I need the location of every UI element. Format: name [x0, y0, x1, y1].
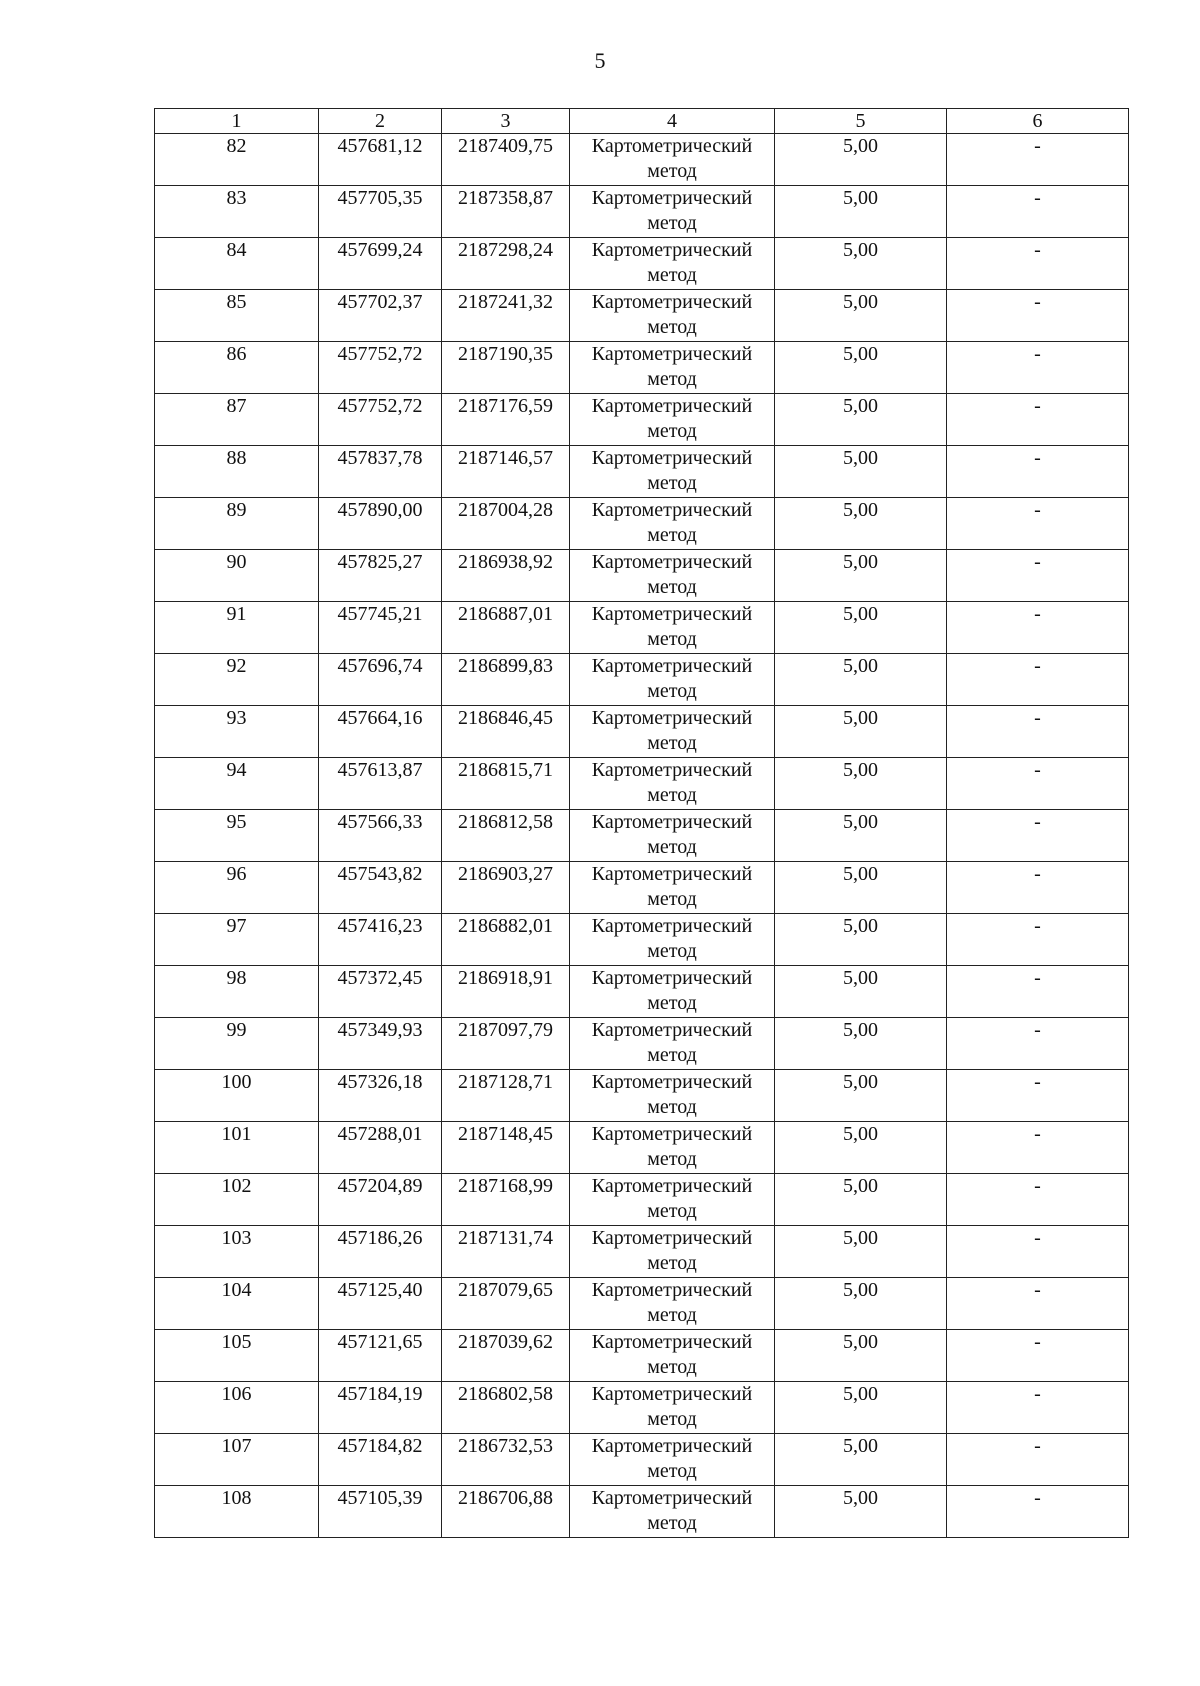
x-coordinate-cell: 457184,82: [319, 1434, 442, 1486]
method-text-line-2: метод: [647, 1200, 697, 1222]
method-text-line-2: метод: [647, 628, 697, 650]
y-coordinate-cell: 2187176,59: [442, 394, 570, 446]
x-coordinate-cell: 457204,89: [319, 1174, 442, 1226]
accuracy-cell: 5,00: [775, 446, 947, 498]
note-cell: -: [947, 446, 1129, 498]
table-row: [155, 654, 1129, 706]
accuracy-cell: 5,00: [775, 1018, 947, 1070]
method-cell: [570, 290, 775, 342]
y-coordinate-cell: 2187146,57: [442, 446, 570, 498]
accuracy-cell: 5,00: [775, 342, 947, 394]
method-cell: [570, 238, 775, 290]
note-cell: -: [947, 1486, 1129, 1538]
method-cell: [570, 706, 775, 758]
note-cell: -: [947, 1382, 1129, 1434]
method-cell: [570, 186, 775, 238]
method-text-line-2: метод: [647, 992, 697, 1014]
y-coordinate-cell: 2186802,58: [442, 1382, 570, 1434]
x-coordinate-cell: 457696,74: [319, 654, 442, 706]
y-coordinate-cell: 2186706,88: [442, 1486, 570, 1538]
point-number-cell: 99: [155, 1018, 319, 1070]
table-row: [155, 966, 1129, 1018]
method-text-line-1: Картометрический: [591, 343, 753, 365]
y-coordinate-cell: 2186732,53: [442, 1434, 570, 1486]
note-cell: -: [947, 1122, 1129, 1174]
method-text-line-1: Картометрический: [591, 1123, 753, 1145]
method-text-line-2: метод: [647, 1512, 697, 1534]
y-coordinate-cell: 2186846,45: [442, 706, 570, 758]
accuracy-cell: 5,00: [775, 394, 947, 446]
method-cell: [570, 1122, 775, 1174]
method-cell: [570, 1018, 775, 1070]
note-cell: -: [947, 654, 1129, 706]
table-row: [155, 446, 1129, 498]
y-coordinate-cell: 2187039,62: [442, 1330, 570, 1382]
method-text-line-1: Картометрический: [591, 447, 753, 469]
point-number-cell: 98: [155, 966, 319, 1018]
note-cell: -: [947, 186, 1129, 238]
accuracy-cell: 5,00: [775, 810, 947, 862]
table-row: [155, 810, 1129, 862]
x-coordinate-cell: 457349,93: [319, 1018, 442, 1070]
note-cell: -: [947, 1434, 1129, 1486]
method-text-line-1: Картометрический: [591, 1071, 753, 1093]
x-coordinate-cell: 457105,39: [319, 1486, 442, 1538]
point-number-cell: 95: [155, 810, 319, 862]
method-text-line-2: метод: [647, 1252, 697, 1274]
method-text-line-2: метод: [647, 1460, 697, 1482]
y-coordinate-cell: 2187358,87: [442, 186, 570, 238]
note-cell: -: [947, 550, 1129, 602]
table-row: [155, 550, 1129, 602]
method-text-line-1: Картометрический: [591, 707, 753, 729]
method-text-line-1: Картометрический: [591, 1383, 753, 1405]
x-coordinate-cell: 457326,18: [319, 1070, 442, 1122]
point-number-cell: 85: [155, 290, 319, 342]
accuracy-cell: 5,00: [775, 966, 947, 1018]
x-coordinate-cell: 457705,35: [319, 186, 442, 238]
header-row: [155, 109, 1129, 134]
method-cell: [570, 498, 775, 550]
table-row: [155, 706, 1129, 758]
method-text-line-2: метод: [647, 836, 697, 858]
accuracy-cell: 5,00: [775, 1434, 947, 1486]
accuracy-cell: 5,00: [775, 1174, 947, 1226]
table-row: [155, 862, 1129, 914]
method-text-line-1: Картометрический: [591, 1019, 753, 1041]
table-row: [155, 1226, 1129, 1278]
point-number-cell: 105: [155, 1330, 319, 1382]
y-coordinate-cell: 2187131,74: [442, 1226, 570, 1278]
note-cell: -: [947, 706, 1129, 758]
note-cell: -: [947, 602, 1129, 654]
x-coordinate-cell: 457288,01: [319, 1122, 442, 1174]
x-coordinate-cell: 457613,87: [319, 758, 442, 810]
table-row: [155, 1382, 1129, 1434]
table-row: [155, 394, 1129, 446]
x-coordinate-cell: 457699,24: [319, 238, 442, 290]
point-number-cell: 96: [155, 862, 319, 914]
page-number: 5: [594, 48, 606, 73]
point-number-cell: 86: [155, 342, 319, 394]
y-coordinate-cell: 2187004,28: [442, 498, 570, 550]
note-cell: -: [947, 810, 1129, 862]
method-cell: [570, 966, 775, 1018]
y-coordinate-cell: 2187148,45: [442, 1122, 570, 1174]
y-coordinate-cell: 2187097,79: [442, 1018, 570, 1070]
point-number-cell: 93: [155, 706, 319, 758]
accuracy-cell: 5,00: [775, 238, 947, 290]
method-cell: [570, 654, 775, 706]
note-cell: -: [947, 290, 1129, 342]
method-text-line-2: метод: [647, 1304, 697, 1326]
method-cell: [570, 134, 775, 186]
method-cell: [570, 914, 775, 966]
y-coordinate-cell: 2186918,91: [442, 966, 570, 1018]
point-number-cell: 91: [155, 602, 319, 654]
accuracy-cell: 5,00: [775, 1382, 947, 1434]
table-row: [155, 1174, 1129, 1226]
accuracy-cell: 5,00: [775, 758, 947, 810]
x-coordinate-cell: 457681,12: [319, 134, 442, 186]
point-number-cell: 102: [155, 1174, 319, 1226]
method-cell: [570, 1434, 775, 1486]
method-cell: [570, 862, 775, 914]
method-text-line-1: Картометрический: [591, 863, 753, 885]
method-text-line-1: Картометрический: [591, 187, 753, 209]
point-number-cell: 100: [155, 1070, 319, 1122]
x-coordinate-cell: 457890,00: [319, 498, 442, 550]
y-coordinate-cell: 2187190,35: [442, 342, 570, 394]
note-cell: -: [947, 1226, 1129, 1278]
method-text-line-1: Картометрический: [591, 291, 753, 313]
method-cell: [570, 758, 775, 810]
method-text-line-2: метод: [647, 576, 697, 598]
point-number-cell: 88: [155, 446, 319, 498]
x-coordinate-cell: 457825,27: [319, 550, 442, 602]
table-row: [155, 1122, 1129, 1174]
note-cell: -: [947, 1070, 1129, 1122]
x-coordinate-cell: 457566,33: [319, 810, 442, 862]
method-cell: [570, 394, 775, 446]
accuracy-cell: 5,00: [775, 550, 947, 602]
table-row: [155, 290, 1129, 342]
x-coordinate-cell: 457752,72: [319, 394, 442, 446]
y-coordinate-cell: 2186903,27: [442, 862, 570, 914]
y-coordinate-cell: 2186815,71: [442, 758, 570, 810]
table-row: [155, 238, 1129, 290]
method-text-line-1: Картометрический: [591, 499, 753, 521]
x-coordinate-cell: 457664,16: [319, 706, 442, 758]
method-cell: [570, 810, 775, 862]
accuracy-cell: 5,00: [775, 498, 947, 550]
method-cell: [570, 446, 775, 498]
method-text-line-1: Картометрический: [591, 811, 753, 833]
method-cell: [570, 1382, 775, 1434]
note-cell: -: [947, 1018, 1129, 1070]
method-text-line-1: Картометрический: [591, 239, 753, 261]
method-text-line-2: метод: [647, 1148, 697, 1170]
accuracy-cell: 5,00: [775, 914, 947, 966]
note-cell: -: [947, 1330, 1129, 1382]
method-text-line-2: метод: [647, 472, 697, 494]
y-coordinate-cell: 2187168,99: [442, 1174, 570, 1226]
accuracy-cell: 5,00: [775, 1486, 947, 1538]
point-number-cell: 90: [155, 550, 319, 602]
accuracy-cell: 5,00: [775, 134, 947, 186]
x-coordinate-cell: 457543,82: [319, 862, 442, 914]
method-cell: [570, 1486, 775, 1538]
y-coordinate-cell: 2186882,01: [442, 914, 570, 966]
method-text-line-1: Картометрический: [591, 1175, 753, 1197]
method-text-line-2: метод: [647, 368, 697, 390]
header-col-4: 4: [570, 109, 775, 134]
method-text-line-1: Картометрический: [591, 603, 753, 625]
table-row: [155, 342, 1129, 394]
note-cell: -: [947, 498, 1129, 550]
note-cell: -: [947, 1174, 1129, 1226]
table-row: [155, 1070, 1129, 1122]
accuracy-cell: 5,00: [775, 1226, 947, 1278]
point-number-cell: 84: [155, 238, 319, 290]
accuracy-cell: 5,00: [775, 706, 947, 758]
method-text-line-2: метод: [647, 1356, 697, 1378]
header-col-3: 3: [442, 109, 570, 134]
method-text-line-1: Картометрический: [591, 135, 753, 157]
method-cell: [570, 1070, 775, 1122]
method-text-line-2: метод: [647, 732, 697, 754]
point-number-cell: 97: [155, 914, 319, 966]
table-row: [155, 758, 1129, 810]
table-row: [155, 1434, 1129, 1486]
method-text-line-2: метод: [647, 1096, 697, 1118]
method-text-line-1: Картометрический: [591, 551, 753, 573]
point-number-cell: 83: [155, 186, 319, 238]
method-text-line-1: Картометрический: [591, 967, 753, 989]
point-number-cell: 103: [155, 1226, 319, 1278]
accuracy-cell: 5,00: [775, 1122, 947, 1174]
y-coordinate-cell: 2186899,83: [442, 654, 570, 706]
point-number-cell: 94: [155, 758, 319, 810]
x-coordinate-cell: 457186,26: [319, 1226, 442, 1278]
y-coordinate-cell: 2187241,32: [442, 290, 570, 342]
method-text-line-2: метод: [647, 264, 697, 286]
method-text-line-2: метод: [647, 316, 697, 338]
point-number-cell: 92: [155, 654, 319, 706]
method-text-line-1: Картометрический: [591, 759, 753, 781]
y-coordinate-cell: 2186887,01: [442, 602, 570, 654]
note-cell: -: [947, 394, 1129, 446]
y-coordinate-cell: 2186812,58: [442, 810, 570, 862]
x-coordinate-cell: 457372,45: [319, 966, 442, 1018]
table-row: [155, 914, 1129, 966]
header-col-5: 5: [775, 109, 947, 134]
table-row: [155, 1018, 1129, 1070]
accuracy-cell: 5,00: [775, 290, 947, 342]
method-cell: [570, 602, 775, 654]
method-text-line-2: метод: [647, 680, 697, 702]
table-row: [155, 498, 1129, 550]
x-coordinate-cell: 457184,19: [319, 1382, 442, 1434]
method-text-line-2: метод: [647, 420, 697, 442]
method-cell: [570, 1174, 775, 1226]
note-cell: -: [947, 342, 1129, 394]
method-cell: [570, 342, 775, 394]
method-text-line-1: Картометрический: [591, 395, 753, 417]
accuracy-cell: 5,00: [775, 1070, 947, 1122]
x-coordinate-cell: 457121,65: [319, 1330, 442, 1382]
point-number-cell: 106: [155, 1382, 319, 1434]
table-row: [155, 186, 1129, 238]
point-number-cell: 89: [155, 498, 319, 550]
x-coordinate-cell: 457416,23: [319, 914, 442, 966]
method-cell: [570, 1330, 775, 1382]
point-number-cell: 101: [155, 1122, 319, 1174]
x-coordinate-cell: 457745,21: [319, 602, 442, 654]
method-text-line-1: Картометрический: [591, 915, 753, 937]
header-col-1: 1: [155, 109, 319, 134]
accuracy-cell: 5,00: [775, 186, 947, 238]
y-coordinate-cell: 2187079,65: [442, 1278, 570, 1330]
header-col-2: 2: [319, 109, 442, 134]
point-number-cell: 104: [155, 1278, 319, 1330]
method-text-line-2: метод: [647, 160, 697, 182]
method-text-line-2: метод: [647, 1044, 697, 1066]
note-cell: -: [947, 758, 1129, 810]
header-col-6: 6: [947, 109, 1129, 134]
method-text-line-2: метод: [647, 940, 697, 962]
table-row: [155, 1330, 1129, 1382]
method-text-line-1: Картометрический: [591, 1435, 753, 1457]
method-text-line-1: Картометрический: [591, 655, 753, 677]
x-coordinate-cell: 457752,72: [319, 342, 442, 394]
table-body: [155, 134, 1129, 1538]
accuracy-cell: 5,00: [775, 654, 947, 706]
note-cell: -: [947, 862, 1129, 914]
method-cell: [570, 550, 775, 602]
method-text-line-2: метод: [647, 524, 697, 546]
note-cell: -: [947, 914, 1129, 966]
y-coordinate-cell: 2187128,71: [442, 1070, 570, 1122]
y-coordinate-cell: 2187409,75: [442, 134, 570, 186]
method-text-line-2: метод: [647, 1408, 697, 1430]
point-number-cell: 107: [155, 1434, 319, 1486]
method-text-line-1: Картометрический: [591, 1227, 753, 1249]
method-text-line-2: метод: [647, 212, 697, 234]
accuracy-cell: 5,00: [775, 1330, 947, 1382]
coordinates-table: [154, 108, 1129, 1538]
method-text-line-1: Картометрический: [591, 1331, 753, 1353]
method-text-line-1: Картометрический: [591, 1487, 753, 1509]
method-text-line-2: метод: [647, 784, 697, 806]
note-cell: -: [947, 966, 1129, 1018]
note-cell: -: [947, 1278, 1129, 1330]
point-number-cell: 87: [155, 394, 319, 446]
note-cell: -: [947, 238, 1129, 290]
y-coordinate-cell: 2186938,92: [442, 550, 570, 602]
table-row: [155, 602, 1129, 654]
point-number-cell: 82: [155, 134, 319, 186]
table-row: [155, 134, 1129, 186]
table-row: [155, 1278, 1129, 1330]
accuracy-cell: 5,00: [775, 1278, 947, 1330]
point-number-cell: 108: [155, 1486, 319, 1538]
table-row: [155, 1486, 1129, 1538]
accuracy-cell: 5,00: [775, 862, 947, 914]
table-header: [155, 109, 1129, 134]
method-text-line-1: Картометрический: [591, 1279, 753, 1301]
x-coordinate-cell: 457837,78: [319, 446, 442, 498]
note-cell: -: [947, 134, 1129, 186]
x-coordinate-cell: 457702,37: [319, 290, 442, 342]
method-text-line-2: метод: [647, 888, 697, 910]
method-cell: [570, 1278, 775, 1330]
x-coordinate-cell: 457125,40: [319, 1278, 442, 1330]
y-coordinate-cell: 2187298,24: [442, 238, 570, 290]
method-cell: [570, 1226, 775, 1278]
accuracy-cell: 5,00: [775, 602, 947, 654]
